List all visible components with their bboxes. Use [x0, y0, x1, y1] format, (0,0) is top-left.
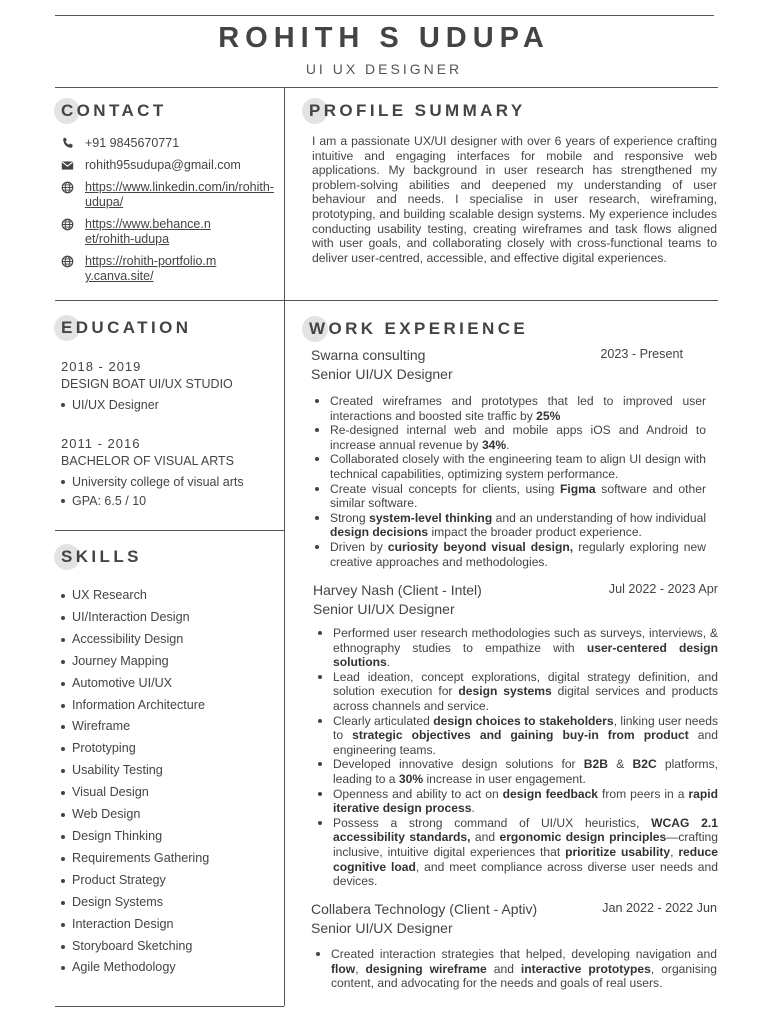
bullet-text: Created interaction strategies that helped, developing navigation and: [331, 947, 717, 961]
job-bullets: [315, 947, 717, 991]
bullet-emphasis: B2C: [632, 757, 657, 772]
skill-item: Interaction Design: [61, 914, 281, 936]
bullet-text: Possess a strong command of UI/UX heuristics,: [333, 815, 652, 830]
bullet-emphasis: design choices to stakeholders: [433, 713, 614, 728]
profile-summary-text: I am a passionate UX/UI designer with over 6 years of experience crafting intuitive and engaging interfaces for mobile and responsive web applications. My background in user research has strengthened my problem-solving abilities and deepened my understanding of user behaviour and needs. I specialise in user research, wireframing, prototyping, and building scalable design systems. My experience includes conducting usability testing, creating wireframes and task flows aligned with user goals, and collaborating closely with cross-functional teams to deliver user-centred, accessible, and effective digital experiences.: [312, 134, 717, 265]
education-heading-text: EDUCATION: [61, 318, 192, 337]
education-bottom-rule: [55, 530, 284, 531]
job-bullet: [314, 423, 706, 452]
globe-icon: [61, 181, 74, 194]
bullet-text: ,: [355, 961, 366, 976]
bullet-text: Lead ideation, concept explorations, digital strategy definition, and solution execution for: [333, 669, 718, 699]
education-years: 2018 - 2019: [61, 359, 142, 374]
bullet-text: Clearly articulated: [333, 713, 434, 728]
bullet-emphasis: designing wireframe: [365, 961, 487, 976]
skill-item: Requirements Gathering: [61, 848, 281, 870]
contact-behance: [61, 217, 279, 247]
profile-heading-text: PROFILE SUMMARY: [309, 101, 526, 120]
bullet-text: .: [506, 437, 510, 452]
bullet-text: impact the broader product experience.: [428, 525, 642, 540]
job-bullet: [317, 626, 718, 670]
skill-item: Journey Mapping: [61, 651, 281, 673]
job-title: Senior UI/UX Designer: [311, 920, 453, 936]
bullet-text: and an understanding of how individual: [492, 510, 707, 525]
job-header: [311, 900, 717, 938]
job-dates: Jul 2022 - 2023 Apr: [608, 582, 718, 596]
job-company: Swarna consulting: [311, 347, 426, 363]
bullet-emphasis: reduce cognitive load: [333, 844, 718, 874]
job-dates: 2023 - Present: [600, 347, 683, 361]
bullet-text: Create visual concepts for clients, using: [330, 481, 561, 496]
job-bullet: [314, 452, 706, 481]
bullet-text: ,: [670, 844, 679, 859]
portfolio-link[interactable]: https://rohith-portfolio.my.canva.site/: [85, 254, 217, 283]
bullet-text: Collaborated closely with the engineering team to align UI design with technical capabilities, optimizing system performance.: [330, 452, 706, 481]
job-bullet: [315, 947, 717, 991]
bullet-emphasis: interactive prototypes: [520, 961, 651, 976]
bullet-text: regularly exploring new creative approaches and methodologies.: [330, 539, 706, 569]
contact-list: [61, 136, 279, 284]
skill-item: UX Research: [61, 585, 281, 607]
bullet-emphasis: curiosity beyond visual design,: [387, 539, 574, 554]
mail-icon: [61, 159, 74, 172]
skill-item: Automotive UI/UX: [61, 673, 281, 695]
job-company: Harvey Nash (Client - Intel): [313, 582, 482, 598]
job-title: Senior UI/UX Designer: [313, 601, 455, 617]
bullet-emphasis: 30%: [398, 771, 424, 786]
job-bullet: [314, 540, 706, 569]
bullet-emphasis: flow: [331, 961, 356, 976]
resume-name: ROHITH S UDUPA: [218, 22, 550, 54]
job-bullets: [317, 626, 718, 889]
job-bullet: [317, 757, 718, 786]
bullet-emphasis: rapid iterative design process: [333, 786, 718, 816]
bullet-text: , and meet compliance across diverse user needs and devices.: [333, 859, 718, 889]
bullet-emphasis: B2B: [583, 757, 608, 772]
education-degree: DESIGN BOAT UI/UX STUDIO: [61, 377, 233, 391]
job-bullet: [314, 511, 706, 540]
skill-item: Agile Methodology: [61, 957, 281, 979]
job-bullet: [317, 670, 718, 714]
job-bullet: [317, 787, 718, 816]
phone-number: +91 9845670771: [85, 136, 180, 150]
bullet-emphasis: design systems: [458, 684, 552, 699]
job-bullet: [317, 714, 718, 758]
job-header: [313, 581, 718, 619]
bullet-text: , linking user needs to: [333, 713, 718, 743]
bullet-text: and: [486, 961, 521, 976]
contact-heading-text: CONTACT: [61, 101, 167, 120]
bullet-emphasis: user-centered design solutions: [333, 640, 718, 670]
bullet-text: Re-designed internal web and mobile apps iOS and Android to increase annual revenue by: [330, 423, 706, 452]
bullet-text: and: [470, 830, 500, 845]
bullet-emphasis: WCAG 2.1 accessibility standards,: [333, 815, 718, 845]
bullet-text: from peers in a: [598, 786, 689, 801]
education-details: [61, 473, 281, 510]
bullet-emphasis: prioritize usability: [565, 844, 671, 859]
bullet-text: Strong: [330, 510, 370, 525]
skill-item: Visual Design: [61, 782, 281, 804]
bullet-emphasis: Figma: [560, 481, 596, 496]
skill-item: Storyboard Sketching: [61, 936, 281, 958]
bullet-text: .: [471, 801, 475, 816]
job-bullet: [317, 816, 718, 889]
profile-bottom-rule: [285, 300, 718, 301]
top-rule: [55, 15, 714, 16]
education-years: 2011 - 2016: [61, 436, 141, 451]
bullet-text: Developed innovative design solutions for: [333, 757, 584, 772]
bullet-text: digital services and products across channels and service.: [333, 684, 718, 713]
skills-heading-text: SKILLS: [61, 547, 142, 566]
job-bullets: [314, 394, 706, 569]
bullet-emphasis: design decisions: [330, 525, 429, 540]
bullet-text: Driven by: [330, 539, 388, 554]
bullet-emphasis: strategic objectives and gaining buy-in from product: [352, 728, 689, 743]
bullet-text: and engineering teams.: [333, 728, 718, 757]
bullet-text: software and other similar software.: [330, 481, 706, 511]
bullet-text: , organising content, and advocating for the needs and goals of real users.: [331, 961, 717, 991]
bullet-emphasis: system-level thinking: [369, 510, 493, 525]
skills-list: [61, 585, 281, 979]
skill-item: Usability Testing: [61, 760, 281, 782]
phone-icon: [61, 137, 74, 150]
behance-link[interactable]: https://www.behance.net/rohith-udupa: [85, 217, 211, 246]
skill-item: Information Architecture: [61, 695, 281, 717]
bullet-emphasis: 25%: [536, 408, 561, 423]
skill-item: Product Strategy: [61, 870, 281, 892]
skill-item: Web Design: [61, 804, 281, 826]
linkedin-link[interactable]: https://www.linkedin.com/in/rohith-udupa/: [85, 180, 274, 209]
header-rule: [55, 87, 718, 88]
contact-linkedin: [61, 180, 279, 210]
education-entry: [61, 435, 281, 510]
contact-portfolio: [61, 254, 279, 284]
skill-item: Prototyping: [61, 738, 281, 760]
bullet-emphasis: ergonomic design principles: [499, 830, 667, 845]
bullet-text: .: [386, 655, 391, 670]
globe-icon: [61, 255, 74, 268]
contact-email: [61, 158, 279, 173]
skill-item: Design Thinking: [61, 826, 281, 848]
job-title: Senior UI/UX Designer: [311, 366, 453, 382]
bullet-text: Performed user research methodologies such as surveys, interviews, & ethnography studies to empathize with: [333, 626, 718, 655]
bullet-emphasis: design feedback: [502, 786, 599, 801]
resume-role: UI UX DESIGNER: [305, 61, 463, 77]
bullet-text: —crafting inclusive, intuitive digital experiences that: [333, 830, 718, 859]
globe-icon: [61, 218, 74, 231]
skills-bottom-rule: [55, 1006, 284, 1007]
education-detail-item: UI/UX Designer: [61, 396, 281, 415]
bullet-emphasis: 34%: [481, 437, 507, 452]
skill-item: UI/Interaction Design: [61, 607, 281, 629]
education-detail-item: University college of visual arts: [61, 473, 281, 492]
job-bullet: [314, 482, 706, 511]
education-degree: BACHELOR OF VISUAL ARTS: [61, 454, 234, 468]
job-bullet: [314, 394, 706, 423]
education-detail-item: GPA: 6.5 / 10: [61, 492, 281, 511]
skill-item: Accessibility Design: [61, 629, 281, 651]
bullet-text: Created wireframes and prototypes that led to improved user interactions and boosted site traffic by: [330, 394, 706, 423]
education-entry: [61, 358, 281, 415]
bullet-text: increase in user engagement.: [423, 771, 586, 786]
education-details: [61, 396, 281, 415]
bullet-text: platforms, leading to a: [333, 757, 718, 786]
job-dates: Jan 2022 - 2022 Jun: [602, 901, 717, 915]
email-address: rohith95sudupa@gmail.com: [85, 158, 241, 172]
job-header: [311, 346, 683, 384]
contact-phone: [61, 136, 279, 151]
work-heading-text: WORK EXPERIENCE: [309, 319, 529, 338]
contact-bottom-rule: [55, 300, 284, 301]
column-divider: [284, 87, 285, 1006]
job-company: Collabera Technology (Client - Aptiv): [311, 901, 538, 917]
bullet-text: &: [608, 757, 633, 772]
bullet-text: Openness and ability to act on: [333, 786, 503, 801]
skill-item: Design Systems: [61, 892, 281, 914]
skill-item: Wireframe: [61, 716, 281, 738]
